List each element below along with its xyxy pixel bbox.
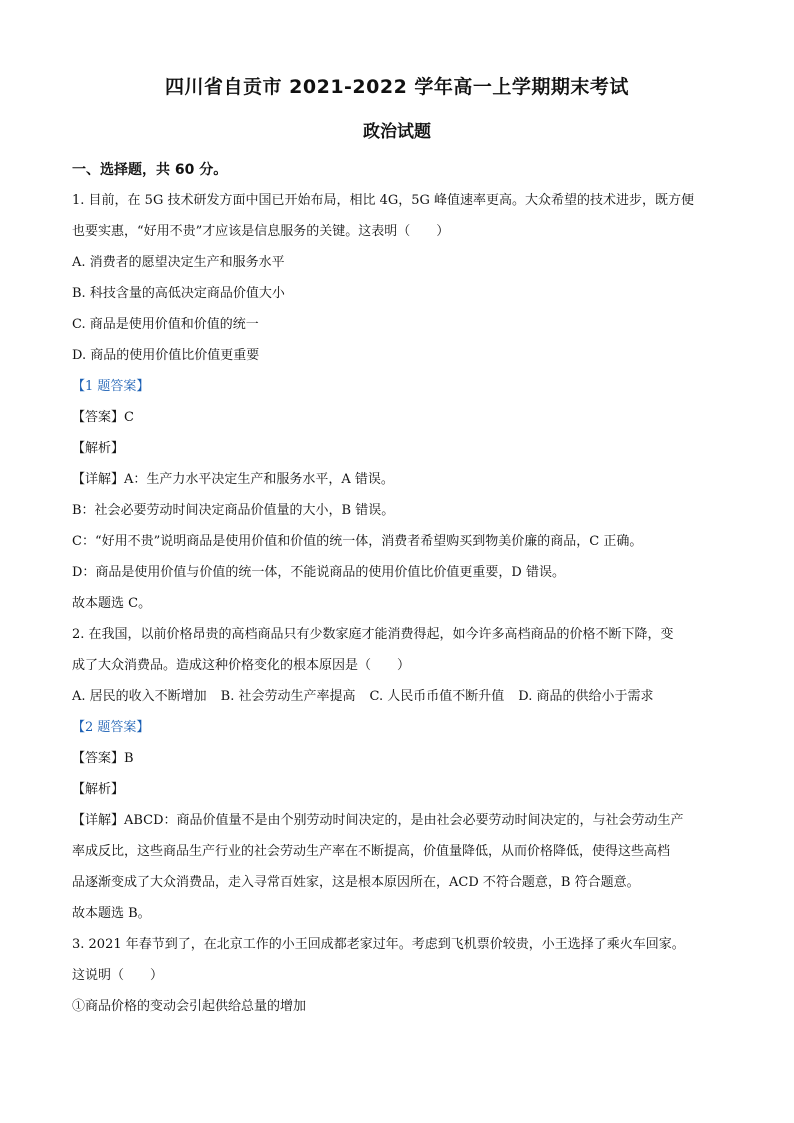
option-a: A. 居民的收入不断增加	[72, 689, 207, 704]
answer: 【答案】C	[72, 410, 134, 425]
detail-line: C：“好用不贵”说明商品是使用价值和价值的统一体，消费者希望购买到物美价廉的商品，C 正确。	[72, 534, 643, 549]
option-a: A. 消费者的愿望决定生产和服务水平	[72, 255, 285, 270]
detail-line: 品逐渐变成了大众消费品，走入寻常百姓家，这是根本原因所在，ACD 不符合题意，B 符合题意。	[72, 875, 640, 890]
question-stem: 1. 目前，在 5G 技术研发方面中国已开始布局，相比 4G，5G 峰值速率更高。大众希望的技术进步，既方便	[72, 193, 695, 208]
statement-item: ①商品价格的变动会引起供给总量的增加	[72, 999, 307, 1014]
conclusion: 故本题选 B。	[72, 906, 151, 921]
answer: 【答案】B	[72, 751, 134, 766]
detail-line: 【详解】ABCD：商品价值量不是由个别劳动时间决定的，是由社会必要劳动时间决定的，与社会劳动生产	[72, 813, 684, 828]
document-title: 四川省自贡市 2021-2022 学年高一上学期期末考试	[165, 76, 629, 98]
detail-line: B：社会必要劳动时间决定商品价值量的大小，B 错误。	[72, 503, 395, 518]
question-stem: 成了大众消费品。造成这种价格变化的根本原因是（ ）	[72, 658, 411, 673]
question-3	[72, 935, 722, 1017]
question-stem: 3. 2021 年春节到了，在北京工作的小王回成都老家过年。考虑到飞机票价较贵，小王选择了乘火车回家。	[72, 937, 685, 952]
option-b: B. 科技含量的高低决定商品价值大小	[72, 286, 285, 301]
option-c: C. 人民币币值不断升值	[369, 689, 505, 704]
question-stem: 2. 在我国，以前价格昂贵的高档商品只有少数家庭才能消费得起，如今许多高档商品的价格不断下降，变	[72, 627, 674, 642]
document-subtitle: 政治试题	[363, 122, 431, 142]
answer-tag: 【1 题答案】	[72, 379, 150, 394]
answer-tag: 【2 题答案】	[72, 720, 150, 735]
detail-line: 率成反比，这些商品生产行业的社会劳动生产率在不断提高，价值量降低，从而价格降低，使得这些高档	[72, 844, 671, 859]
option-d: D. 商品的使用价值比价值更重要	[72, 348, 260, 363]
analysis-tag: 【解析】	[72, 441, 125, 456]
detail-line: 【详解】A：生产力水平决定生产和服务水平，A 错误。	[72, 472, 394, 487]
question-2	[72, 625, 722, 924]
section-heading: 一、选择题，共 60 分。	[72, 162, 228, 178]
detail-line: D：商品是使用价值与价值的统一体，不能说商品的使用价值比价值更重要，D 错误。	[72, 565, 565, 580]
option-c: C. 商品是使用价值和价值的统一	[72, 317, 259, 332]
options-row	[72, 687, 722, 707]
question-stem: 也要实惠，“好用不贵”才应该是信息服务的关键。这表明（ ）	[72, 224, 450, 239]
conclusion: 故本题选 C。	[72, 596, 152, 611]
option-b: B. 社会劳动生产率提高	[220, 689, 356, 704]
question-stem: 这说明（ ）	[72, 968, 164, 983]
analysis-tag: 【解析】	[72, 782, 125, 797]
option-d: D. 商品的供给小于需求	[518, 689, 654, 704]
question-1	[72, 191, 722, 614]
